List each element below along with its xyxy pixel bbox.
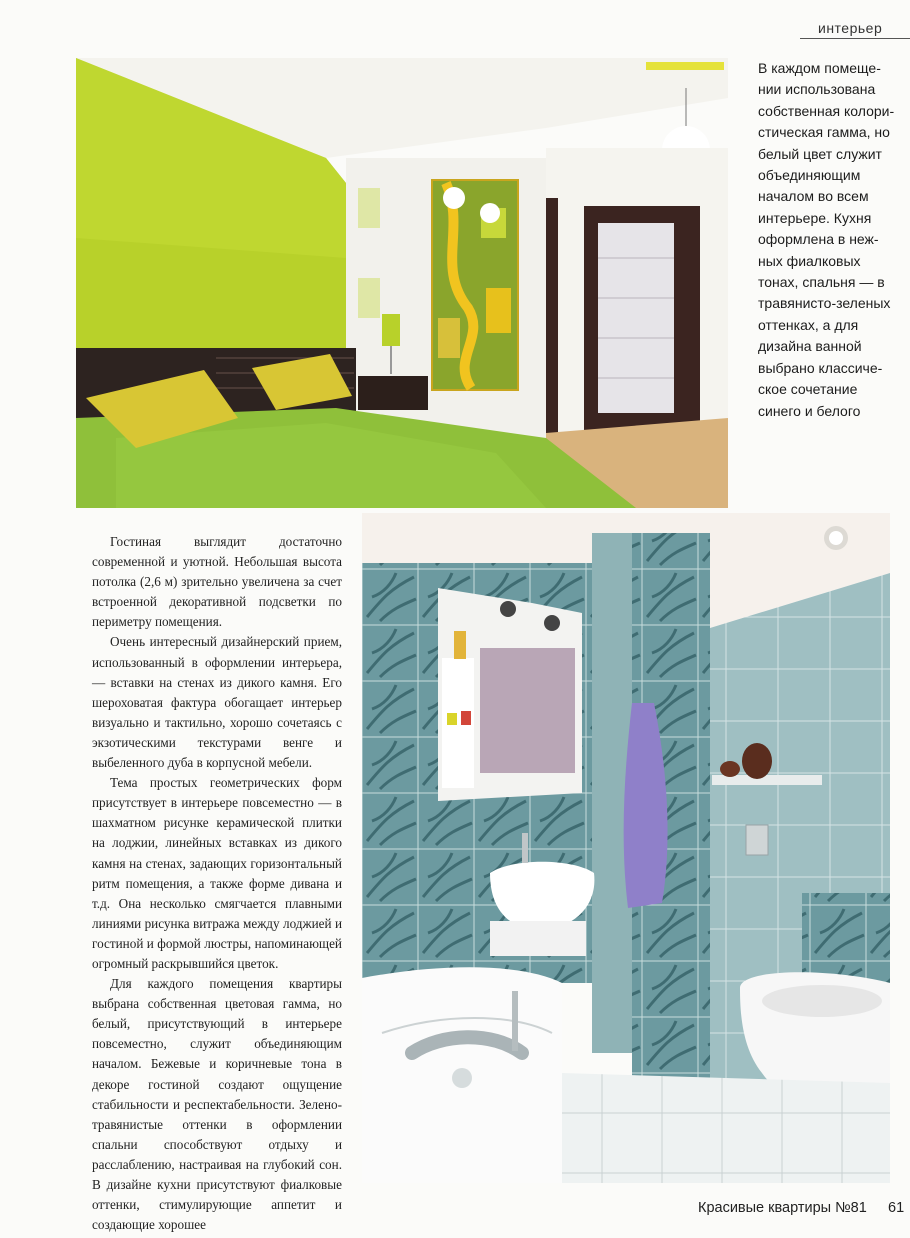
magazine-title: Красивые квартиры №81: [698, 1200, 867, 1216]
section-tag: интерьер: [818, 20, 883, 36]
bedroom-photo: [76, 58, 728, 508]
article-paragraph: Для каждого помещения квартиры выбрана собственная цветовая гамма, но белый, присутствующий в интерьере повсеместно, служит объединяющим началом. Бежевые и коричневые тона в декоре гостиной создают ощущение стабильности и респектабельности. Зелено-травянистые оттенки в оформлении спальни способствуют отдыху и расслаблению, настраивая на глубокий сон. В дизайне кухни присутствуют фиалковые оттенки, стимулирующие аппетит и создающие хорошее: [92, 976, 342, 1233]
article-paragraph: Очень интересный дизайнерский прием, использованный в оформлении интерьера, — вставки на стенах из дикого камня. Его шероховатая фактура обогащает интерьер визуально и тактильно, хорошо сочетаясь с экзотическими текстурами венге и выбеленного дуба в корпусной мебели.: [92, 634, 342, 771]
article-body: [92, 532, 342, 1235]
bedroom-illustration: [76, 58, 728, 508]
photo-caption: В каждом помеще- нии использована собственная колори- стическая гамма, но белый цвет служит объединяющим началом во всем интерьере. Кухня оформлена в неж- ных фиалковых тонах, спальня — в травянисто-зеленых оттенках, а для дизайна ванной выбрано классиче- ское сочетание синего и белого: [758, 60, 895, 419]
bathroom-photo: [362, 513, 890, 1183]
section-tag-rule: [800, 38, 910, 39]
page-number: 61: [888, 1200, 905, 1216]
bathroom-illustration: [362, 513, 890, 1183]
article-paragraph: Гостиная выглядит достаточно современной и уютной. Небольшая высота потолка (2,6 м) зрительно увеличена за счет встроенной декоративной подсветки по периметру помещения.: [92, 534, 342, 630]
article-paragraph: Тема простых геометрических форм присутствует в интерьере повсеместно — в шахматном рисунке керамической плитки на лоджии, линейных вставках из дикого камня на стенах, задающих горизонтальный ритм помещения, а также форме дивана и т.д. Она несколько смягчается плавными линиями рисунка витража между лоджией и гостиной и формой люстры, напоминающей огромный раскрывшийся цветок.: [92, 775, 342, 971]
